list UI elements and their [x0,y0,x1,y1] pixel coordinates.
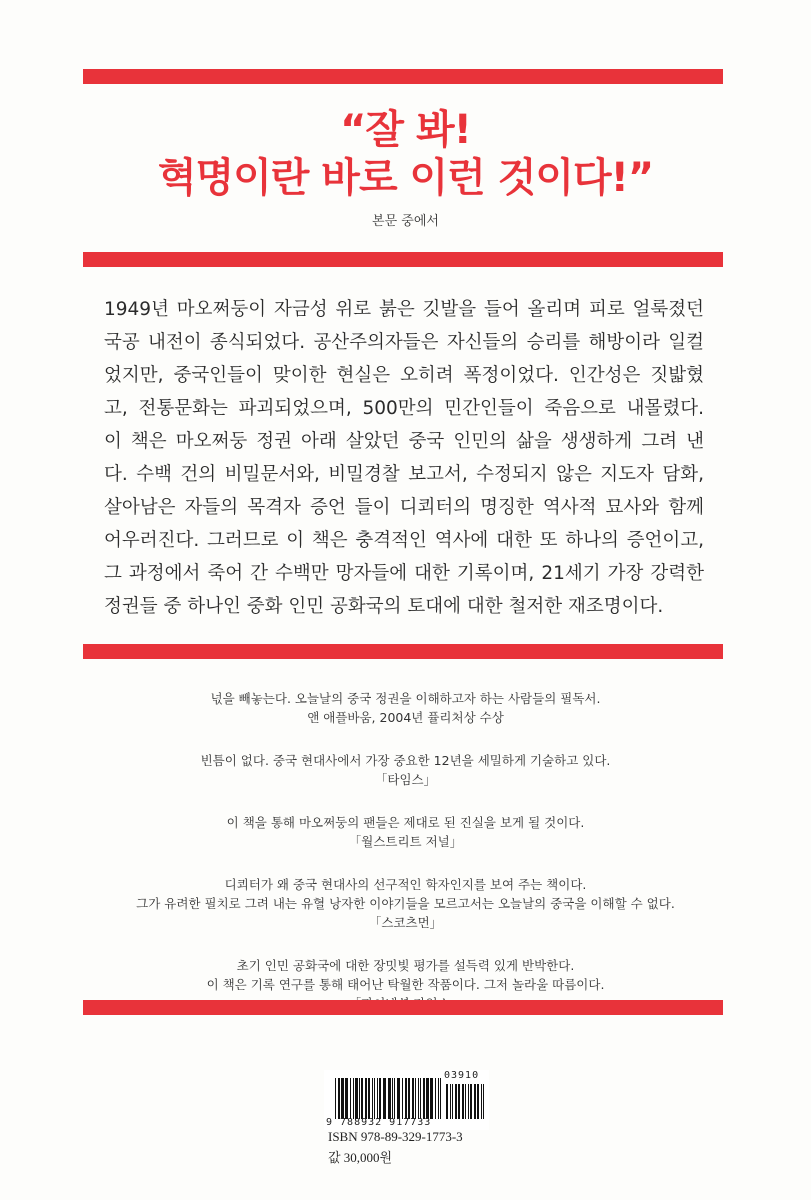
headline-line-1: “잘 봐! [340,107,471,153]
review-quotes [0,689,811,1037]
review-quote [0,813,811,851]
review-text: 이 책을 통해 마오쩌둥의 팬들은 제대로 된 진실을 보게 될 것이다. [226,815,585,830]
description-line: 그 과정에서 죽어 간 수백만 망자들에 대한 기록이며, 21세기 가장 강력한 [104,563,704,584]
headline-source: 본문 중에서 [372,214,439,229]
description-line: 정권들 중 하나인 중화 인민 공화국의 토대에 대한 철저한 재조명이다. [104,596,664,617]
description-line: 1949년 마오쩌둥이 자금성 위로 붉은 깃발을 들어 올리며 피로 얼룩졌던 [104,299,704,320]
description-line: 어우러진다. 그러므로 이 책은 충격적인 역사에 대한 또 하나의 증언이고, [104,530,704,551]
description-line: 살아남은 자들의 목격자 증언 들이 디쾨터의 명징한 역사적 묘사와 함께 [104,497,704,518]
barcode-addon-bars [446,1084,486,1119]
review-source: 「스코츠먼」 [368,915,443,930]
description-line: 고, 전통문화는 파괴되었으며, 500만의 민간인들이 죽음으로 내몰렸다. [104,398,704,419]
red-divider-upper [83,252,723,267]
review-text: 빈틈이 없다. 중국 현대사에서 가장 중요한 12년을 세밀하게 기술하고 있다. [200,753,611,768]
review-source: 앤 애플바움, 2004년 퓰리처상 수상 [307,710,504,725]
review-text: 초기 인민 공화국에 대한 장밋빛 평가를 설득력 있게 반박한다. [236,958,575,973]
review-text: 디쾨터가 왜 중국 현대사의 선구적인 학자인지를 보여 주는 책이다. [224,877,587,892]
description-line: 다. 수백 건의 비밀문서와, 비밀경찰 보고서, 수정되지 않은 지도자 담화, [104,464,704,485]
red-divider-middle [83,644,723,659]
barcode-number: 9 788932 917733 [326,1117,432,1128]
review-quote [0,689,811,727]
description-line: 국공 내전이 종식되었다. 공산주의자들은 자신들의 승리를 해방이라 일컬 [104,332,704,353]
headline-line-2: 혁명이란 바로 이런 것이다!” [157,155,654,201]
red-divider-bottom [83,1000,723,1015]
isbn-text: ISBN 978-89-329-1773-3 [328,1129,463,1144]
red-divider-top [83,69,723,84]
isbn-barcode [324,1070,489,1130]
review-text: 이 책은 기록 연구를 통해 태어난 탁월한 작품이다. 그저 놀라울 따름이다. [206,977,605,992]
review-source: 「타임스」 [374,772,437,787]
price-text: 값 30,000원 [328,1150,393,1165]
review-quote [0,751,811,789]
review-text: 그가 유려한 필치로 그려 내는 유혈 낭자한 이야기들을 모르고서는 오늘날의 중국을 이해할 수 없다. [136,896,675,911]
headline-quote [0,106,811,202]
barcode-addon-number: 03910 [444,1070,480,1081]
barcode-bars [335,1078,441,1119]
review-quote [0,875,811,932]
description-line: 이 책은 마오쩌둥 정권 아래 살았던 중국 인민의 삶을 생생하게 그려 낸 [104,431,704,452]
review-text: 넋을 빼놓는다. 오늘날의 중국 정권을 이해하고자 하는 사람들의 필독서. [210,691,601,706]
description-line: 었지만, 중국인들이 맞이한 현실은 오히려 폭정이었다. 인간성은 짓밟혔 [104,365,704,386]
book-description [104,293,704,623]
review-source: 「월스트리트 저널」 [348,834,463,849]
